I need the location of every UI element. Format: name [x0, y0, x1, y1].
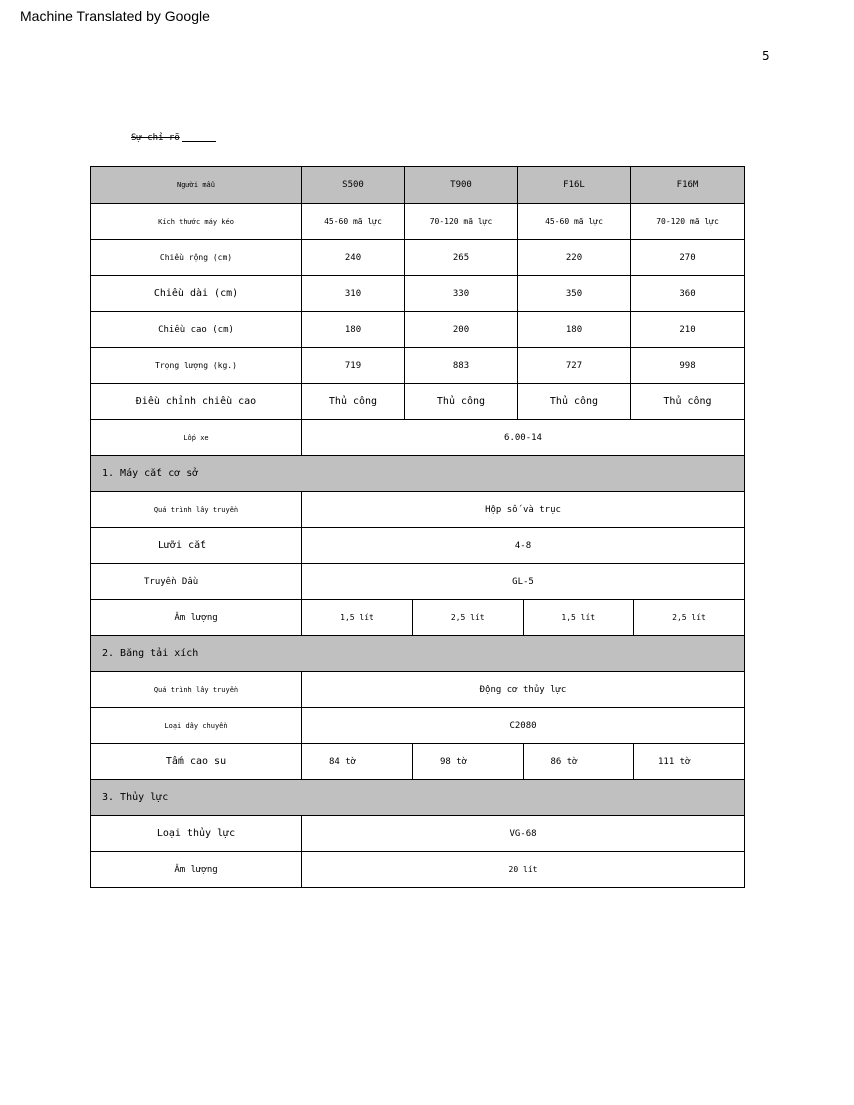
- value-cell: 2,5 lít: [672, 613, 706, 622]
- merged-value-cell: 4-8: [302, 528, 745, 564]
- section-title: 1. Máy cắt cơ sở: [91, 456, 745, 492]
- volume-split-cells: [302, 600, 744, 635]
- value-cell: 180: [302, 312, 405, 348]
- row-label-cell: Truyền Dầu: [91, 564, 302, 600]
- table-row: [91, 492, 745, 528]
- machine-translation-banner: Machine Translated by Google: [20, 8, 210, 24]
- value-cell: 727: [518, 348, 631, 384]
- model-header-cell: F16L: [518, 167, 631, 204]
- value-cell: 98 tờ: [413, 744, 524, 779]
- table-row: [91, 672, 745, 708]
- merged-value-cell: 20 lít: [302, 852, 745, 888]
- row-label-cell: Lốp xe: [91, 420, 302, 456]
- value-cell: 180: [518, 312, 631, 348]
- value-cell: 210: [631, 312, 745, 348]
- table-row: [91, 600, 745, 636]
- value-cell: 200: [405, 312, 518, 348]
- model-header-cell: T900: [405, 167, 518, 204]
- row-label-cell: Loại thủy lực: [91, 816, 302, 852]
- value-cell: Thủ công: [302, 384, 405, 420]
- value-cell: 86 tờ: [523, 744, 634, 779]
- value-cell: 1,5 lít: [302, 600, 413, 635]
- section-title: 2. Băng tải xích: [91, 636, 745, 672]
- value-cell: 2,5 lít: [413, 600, 524, 635]
- header-label-cell: Người mẫu: [91, 167, 302, 204]
- value-cell: 270: [631, 240, 745, 276]
- table-row: [91, 816, 745, 852]
- row-label-cell: Loại dây chuyền: [91, 708, 302, 744]
- value-cell: 719: [302, 348, 405, 384]
- value-cell: 883: [405, 348, 518, 384]
- value-cell: Thủ công: [518, 384, 631, 420]
- value-cell: 998: [631, 348, 745, 384]
- merged-value-cell: VG-68: [302, 816, 745, 852]
- row-label-cell: Chiều rộng (cm): [91, 240, 302, 276]
- value-cell: 1,5 lít: [523, 600, 634, 635]
- value-cell: 240: [302, 240, 405, 276]
- value-cell: 310: [302, 276, 405, 312]
- section-title: 3. Thủy lực: [91, 780, 745, 816]
- value-cell: 220: [518, 240, 631, 276]
- row-label-cell: Chiều dài (cm): [91, 276, 302, 312]
- value-cell: Thủ công: [631, 384, 745, 420]
- table-row: [91, 240, 745, 276]
- value-cell: 70-120 mã lực: [405, 204, 518, 240]
- table-row: [91, 564, 745, 600]
- merged-value-cell: C2080: [302, 708, 745, 744]
- row-label-cell: Trọng lượng (kg.): [91, 348, 302, 384]
- table-row: [91, 204, 745, 240]
- value-cell: 360: [631, 276, 745, 312]
- value-cell: Thủ công: [405, 384, 518, 420]
- row-label-cell: Kích thước máy kéo: [91, 204, 302, 240]
- model-header-cell: F16M: [631, 167, 745, 204]
- row-label-cell: Âm lượng: [91, 600, 302, 636]
- table-row: [91, 276, 745, 312]
- value-cell: 111 tờ: [658, 756, 691, 767]
- value-cell: 45-60 mã lực: [302, 204, 405, 240]
- table-row: [91, 528, 745, 564]
- table-header-row: [91, 167, 745, 204]
- row-label-cell: Âm lượng: [91, 852, 302, 888]
- value-cell: 330: [405, 276, 518, 312]
- table-row: [91, 744, 745, 780]
- value-cell: 350: [518, 276, 631, 312]
- merged-value-cell: GL-5: [302, 564, 745, 600]
- table-row: [91, 708, 745, 744]
- value-cell: 45-60 mã lực: [518, 204, 631, 240]
- table-row: [91, 348, 745, 384]
- row-label-cell: Lưỡi cắt: [91, 528, 302, 564]
- row-label-cell: Tấm cao su: [91, 744, 302, 780]
- section-heading: Sự chỉ rõ: [131, 133, 180, 143]
- row-label-cell: Chiều cao (cm): [91, 312, 302, 348]
- table-row: [91, 420, 745, 456]
- merged-value-cell: Hộp số và trục: [302, 492, 745, 528]
- merged-value-cell: Động cơ thủy lực: [302, 672, 745, 708]
- merged-value-cell: 6.00-14: [302, 420, 745, 456]
- section-header-row: [91, 780, 745, 816]
- value-cell: 70-120 mã lực: [631, 204, 745, 240]
- sheet-split-cells: [302, 744, 744, 779]
- model-header-cell: S500: [302, 167, 405, 204]
- table-row: [91, 312, 745, 348]
- page-number: 5: [762, 49, 770, 63]
- table-row: [91, 852, 745, 888]
- row-label-cell: Quá trình lây truyền: [91, 672, 302, 708]
- row-label-cell: Quá trình lây truyền: [91, 492, 302, 528]
- row-label-cell: Điều chỉnh chiều cao: [91, 384, 302, 420]
- value-cell: 84 tờ: [302, 744, 413, 779]
- table-row: [91, 384, 745, 420]
- heading-underline: [182, 141, 216, 142]
- section-header-row: [91, 636, 745, 672]
- section-header-row: [91, 456, 745, 492]
- specification-table: [90, 166, 745, 888]
- value-cell: 265: [405, 240, 518, 276]
